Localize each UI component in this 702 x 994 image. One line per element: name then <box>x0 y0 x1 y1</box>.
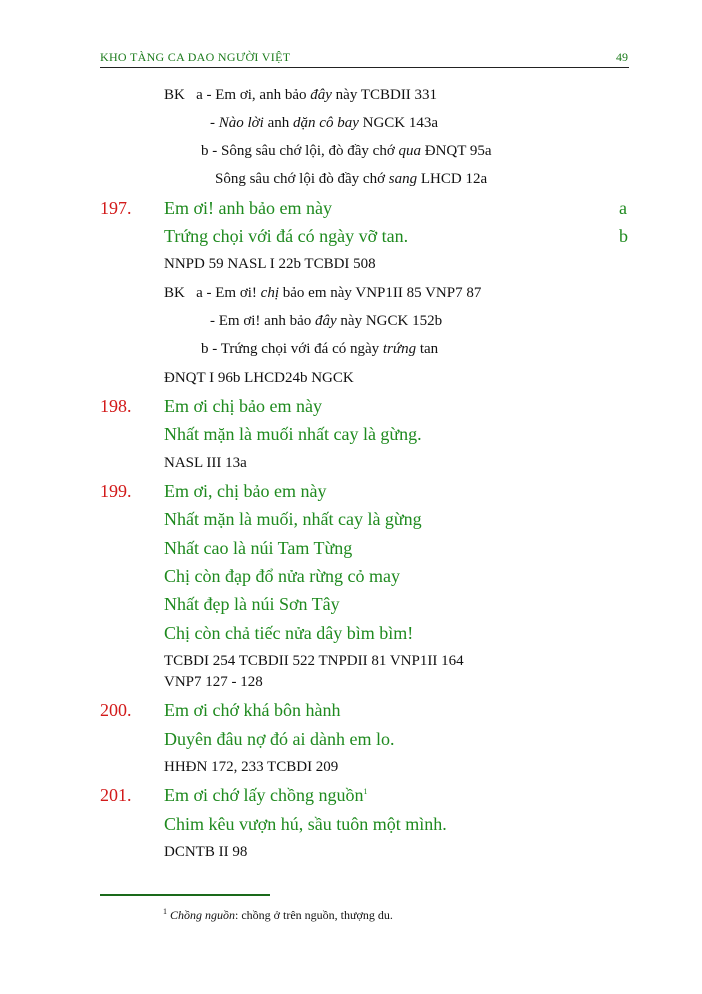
footnote-marker: 1 <box>163 907 167 916</box>
verse-line: Em ơi chớ lấy chồng nguồn$^1$ <box>164 785 368 805</box>
variant-sources: ĐNQT I 96b LHCD24b NGCK <box>164 370 354 386</box>
verse-line: Chim kêu vượn hú, sầu tuôn một mình. <box>164 814 447 834</box>
verse-line: Em ơi chớ khá bôn hành <box>164 700 341 720</box>
footnote-text: : chồng ở trên nguồn, thượng du. <box>235 908 393 922</box>
page-number: 49 <box>616 50 628 64</box>
variant-b1: b - Sông sâu chớ lội, đò đầy chớ qua ĐNQT 95a <box>201 143 492 159</box>
source-refs: VNP7 127 - 128 <box>164 674 263 690</box>
source-refs: TCBDI 254 TCBDII 522 TNPDII 81 VNP1II 164 <box>164 653 464 669</box>
verse-line: Trứng chọi với đá có ngày vỡ tan. <box>164 226 409 246</box>
entry-number-198: 198. <box>100 396 132 416</box>
variant-b2: Sông sâu chớ lội đò đầy chớ sang LHCD 12a <box>215 171 488 187</box>
entry-number-197: 197. <box>100 198 132 218</box>
entry-number-200: 200. <box>100 700 132 720</box>
verse-line: Chị còn đạp đổ nửa rừng cỏ may <box>164 566 400 586</box>
line-marker-b: b <box>619 226 628 246</box>
bk-label: BK <box>164 87 185 103</box>
verse-line: Nhất mặn là muối, nhất cay là gừng <box>164 509 422 529</box>
footnote-term: Chồng nguồn <box>170 908 236 922</box>
verse-line: Em ơi, chị bảo em này <box>164 481 327 501</box>
verse-line: Duyên đâu nợ đó ai dành em lo. <box>164 729 395 749</box>
footnote-rule <box>100 894 270 896</box>
verse-line: Nhất mặn là muối nhất cay là gừng. <box>164 424 422 444</box>
entry-number-201: 201. <box>100 785 132 805</box>
header-rule <box>100 67 629 68</box>
variant-a2: - Nào lời anh dặn cô bay NGCK 143a <box>210 115 439 131</box>
verse-line: Nhất cao là núi Tam Từng <box>164 538 353 558</box>
verse-line: Em ơi! anh bảo em này <box>164 198 332 218</box>
variant-bk-a1: BK a - Em ơi! chị bảo em này VNP1II 85 VNP7 87 <box>164 285 482 301</box>
source-refs: DCNTB II 98 <box>164 844 248 860</box>
bk-label: BK <box>164 285 185 301</box>
variant-a2: - Em ơi! anh bảo đây này NGCK 152b <box>210 313 443 329</box>
book-title: KHO TÀNG CA DAO NGƯỜI VIỆT <box>100 50 291 64</box>
verse-line: Nhất đẹp là núi Sơn Tây <box>164 594 340 614</box>
variant-b: b - Trứng chọi với đá có ngày trứng tan <box>201 341 439 357</box>
verse-line: Em ơi chị bảo em này <box>164 396 322 416</box>
source-refs: NASL III 13a <box>164 455 247 471</box>
footnote-ref[interactable]: 1 <box>363 787 368 796</box>
source-refs: HHĐN 172, 233 TCBDI 209 <box>164 759 339 775</box>
entry-number-199: 199. <box>100 481 132 501</box>
line-marker-a: a <box>619 198 627 218</box>
variant-bk-a1: BK a - Em ơi, anh bảo đây này TCBDII 331 <box>164 87 438 103</box>
footnote <box>163 908 393 923</box>
running-header <box>100 50 628 66</box>
source-refs: NNPD 59 NASL I 22b TCBDI 508 <box>164 256 376 272</box>
verse-line: Chị còn chả tiếc nửa dây bìm bìm! <box>164 623 414 643</box>
